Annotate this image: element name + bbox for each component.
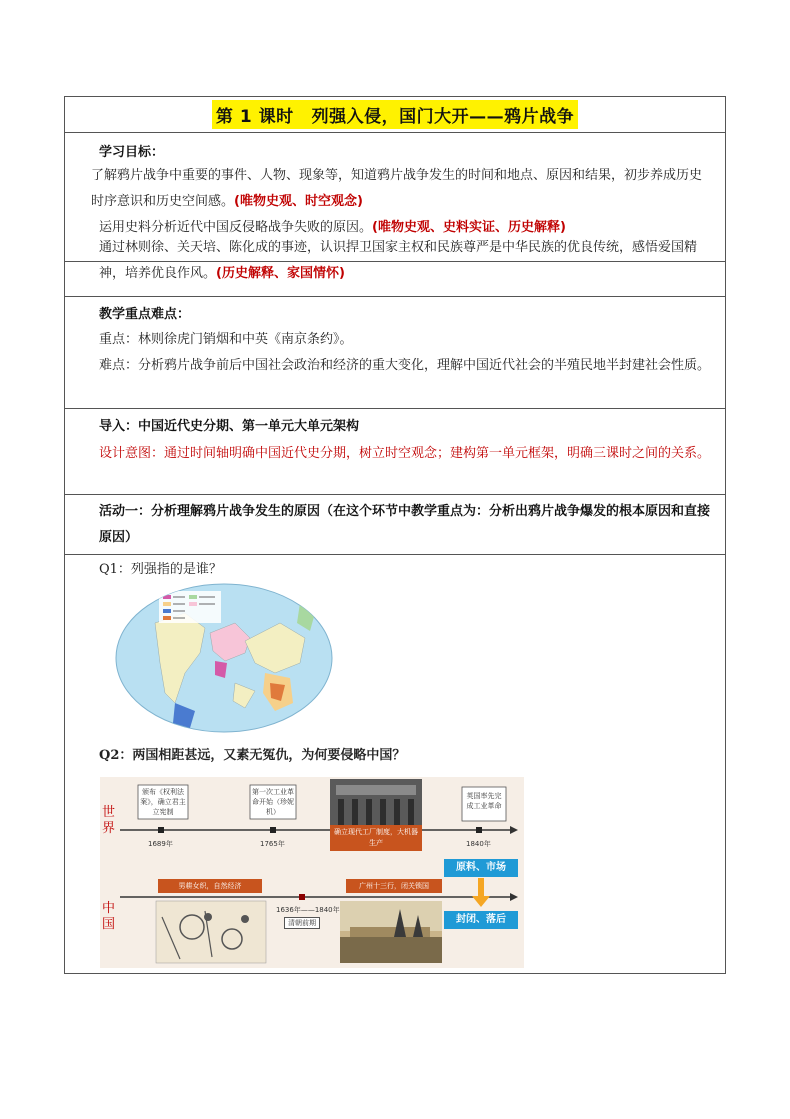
- raw-materials-market: 原料、市场: [456, 862, 506, 873]
- event-1840-text: 英国率先完成工业革命: [466, 792, 502, 810]
- objective-3-tag: (历史解释、家国情怀): [216, 266, 345, 281]
- objective-2-tag: (唯物史观、史料实证、历史解释): [372, 220, 566, 235]
- questions-section: [65, 555, 725, 973]
- timeline-china-label: 中国: [102, 901, 116, 932]
- timeline-world-label: 世界: [102, 805, 116, 836]
- objective-1-tag: (唯物史观、时空观念): [234, 194, 363, 209]
- event-1840-year: 1840年: [466, 840, 491, 848]
- world-map-image: [115, 583, 333, 733]
- natural-economy-label: 男耕女织，自然经济: [178, 882, 242, 890]
- keypoints-heading: 教学重点难点：: [99, 307, 191, 322]
- objective-3: 通过林则徐、关天培、陈化成的事迹，认识捍卫国家主权和民族尊严是中华民族的优良传统，感悟爱国精神，培养优良作风。(历史解释、家国情怀): [99, 240, 698, 281]
- objective-3-wrap: [65, 235, 725, 297]
- objectives-heading: 学习目标：: [99, 145, 165, 160]
- event-1689-year: 1689年: [148, 840, 173, 848]
- lesson-number: 第 1 课时: [215, 107, 294, 127]
- activity1-section: [65, 495, 725, 555]
- intro-heading: 导入：中国近代史分期、第一单元大单元架构: [99, 419, 360, 434]
- question-1: Q1：列强指的是谁？: [99, 562, 222, 577]
- canton-label: 广州十三行，闭关锁国: [359, 882, 429, 890]
- closed-backward: 封闭、落后: [456, 914, 506, 925]
- objective-2: 运用史料分析近代中国反侵略战争失败的原因。(唯物史观、史料实证、历史解释): [99, 220, 566, 235]
- factory-caption: 确立现代工厂制度，大机器生产: [334, 828, 418, 847]
- event-1689-text: 颁布《权利法案》，确立君主立宪制: [140, 788, 186, 816]
- event-1765-year: 1765年: [260, 840, 285, 848]
- question-2: Q2：两国相距甚远，又素无冤仇，为何要侵略中国？: [99, 748, 406, 763]
- lesson-topic: 列强入侵，国门大开——鸦片战争: [311, 107, 575, 127]
- title-row: [65, 97, 725, 133]
- page-title: [212, 100, 578, 129]
- timeline-image: [100, 777, 524, 968]
- design-intent: 设计意图：通过时间轴明确中国近代史分期，树立时空观念；建构第一单元框架，明确三课时之间的关系。: [99, 446, 711, 461]
- activity1-heading: 活动一：分析理解鸦片战争发生的原因（在这个环节中教学重点为：分析出鸦片战争爆发的根本原因和直接原因）: [99, 504, 711, 545]
- objective-1: 了解鸦片战争中重要的事件、人物、现象等，知道鸦片战争发生的时间和地点、原因和结果，初步养成历史时序意识和历史空间感。(唯物史观、时空观念): [91, 168, 703, 209]
- difficult-point: 难点：分析鸦片战争前后中国社会政治和经济的重大变化，理解中国近代社会的半殖民地半封建社会性质。: [99, 358, 711, 373]
- intro-section: [65, 409, 725, 495]
- event-1765-text: 第一次工业革命开始（珍妮机）: [252, 788, 294, 816]
- lesson-plan-table: [64, 96, 726, 974]
- key-point: 重点：林则徐虎门销烟和中英《南京条约》。: [99, 332, 353, 347]
- qing-label: 清朝前期: [284, 917, 320, 929]
- keypoints-section: [65, 297, 725, 409]
- qing-years: 1636年——1840年: [276, 906, 340, 914]
